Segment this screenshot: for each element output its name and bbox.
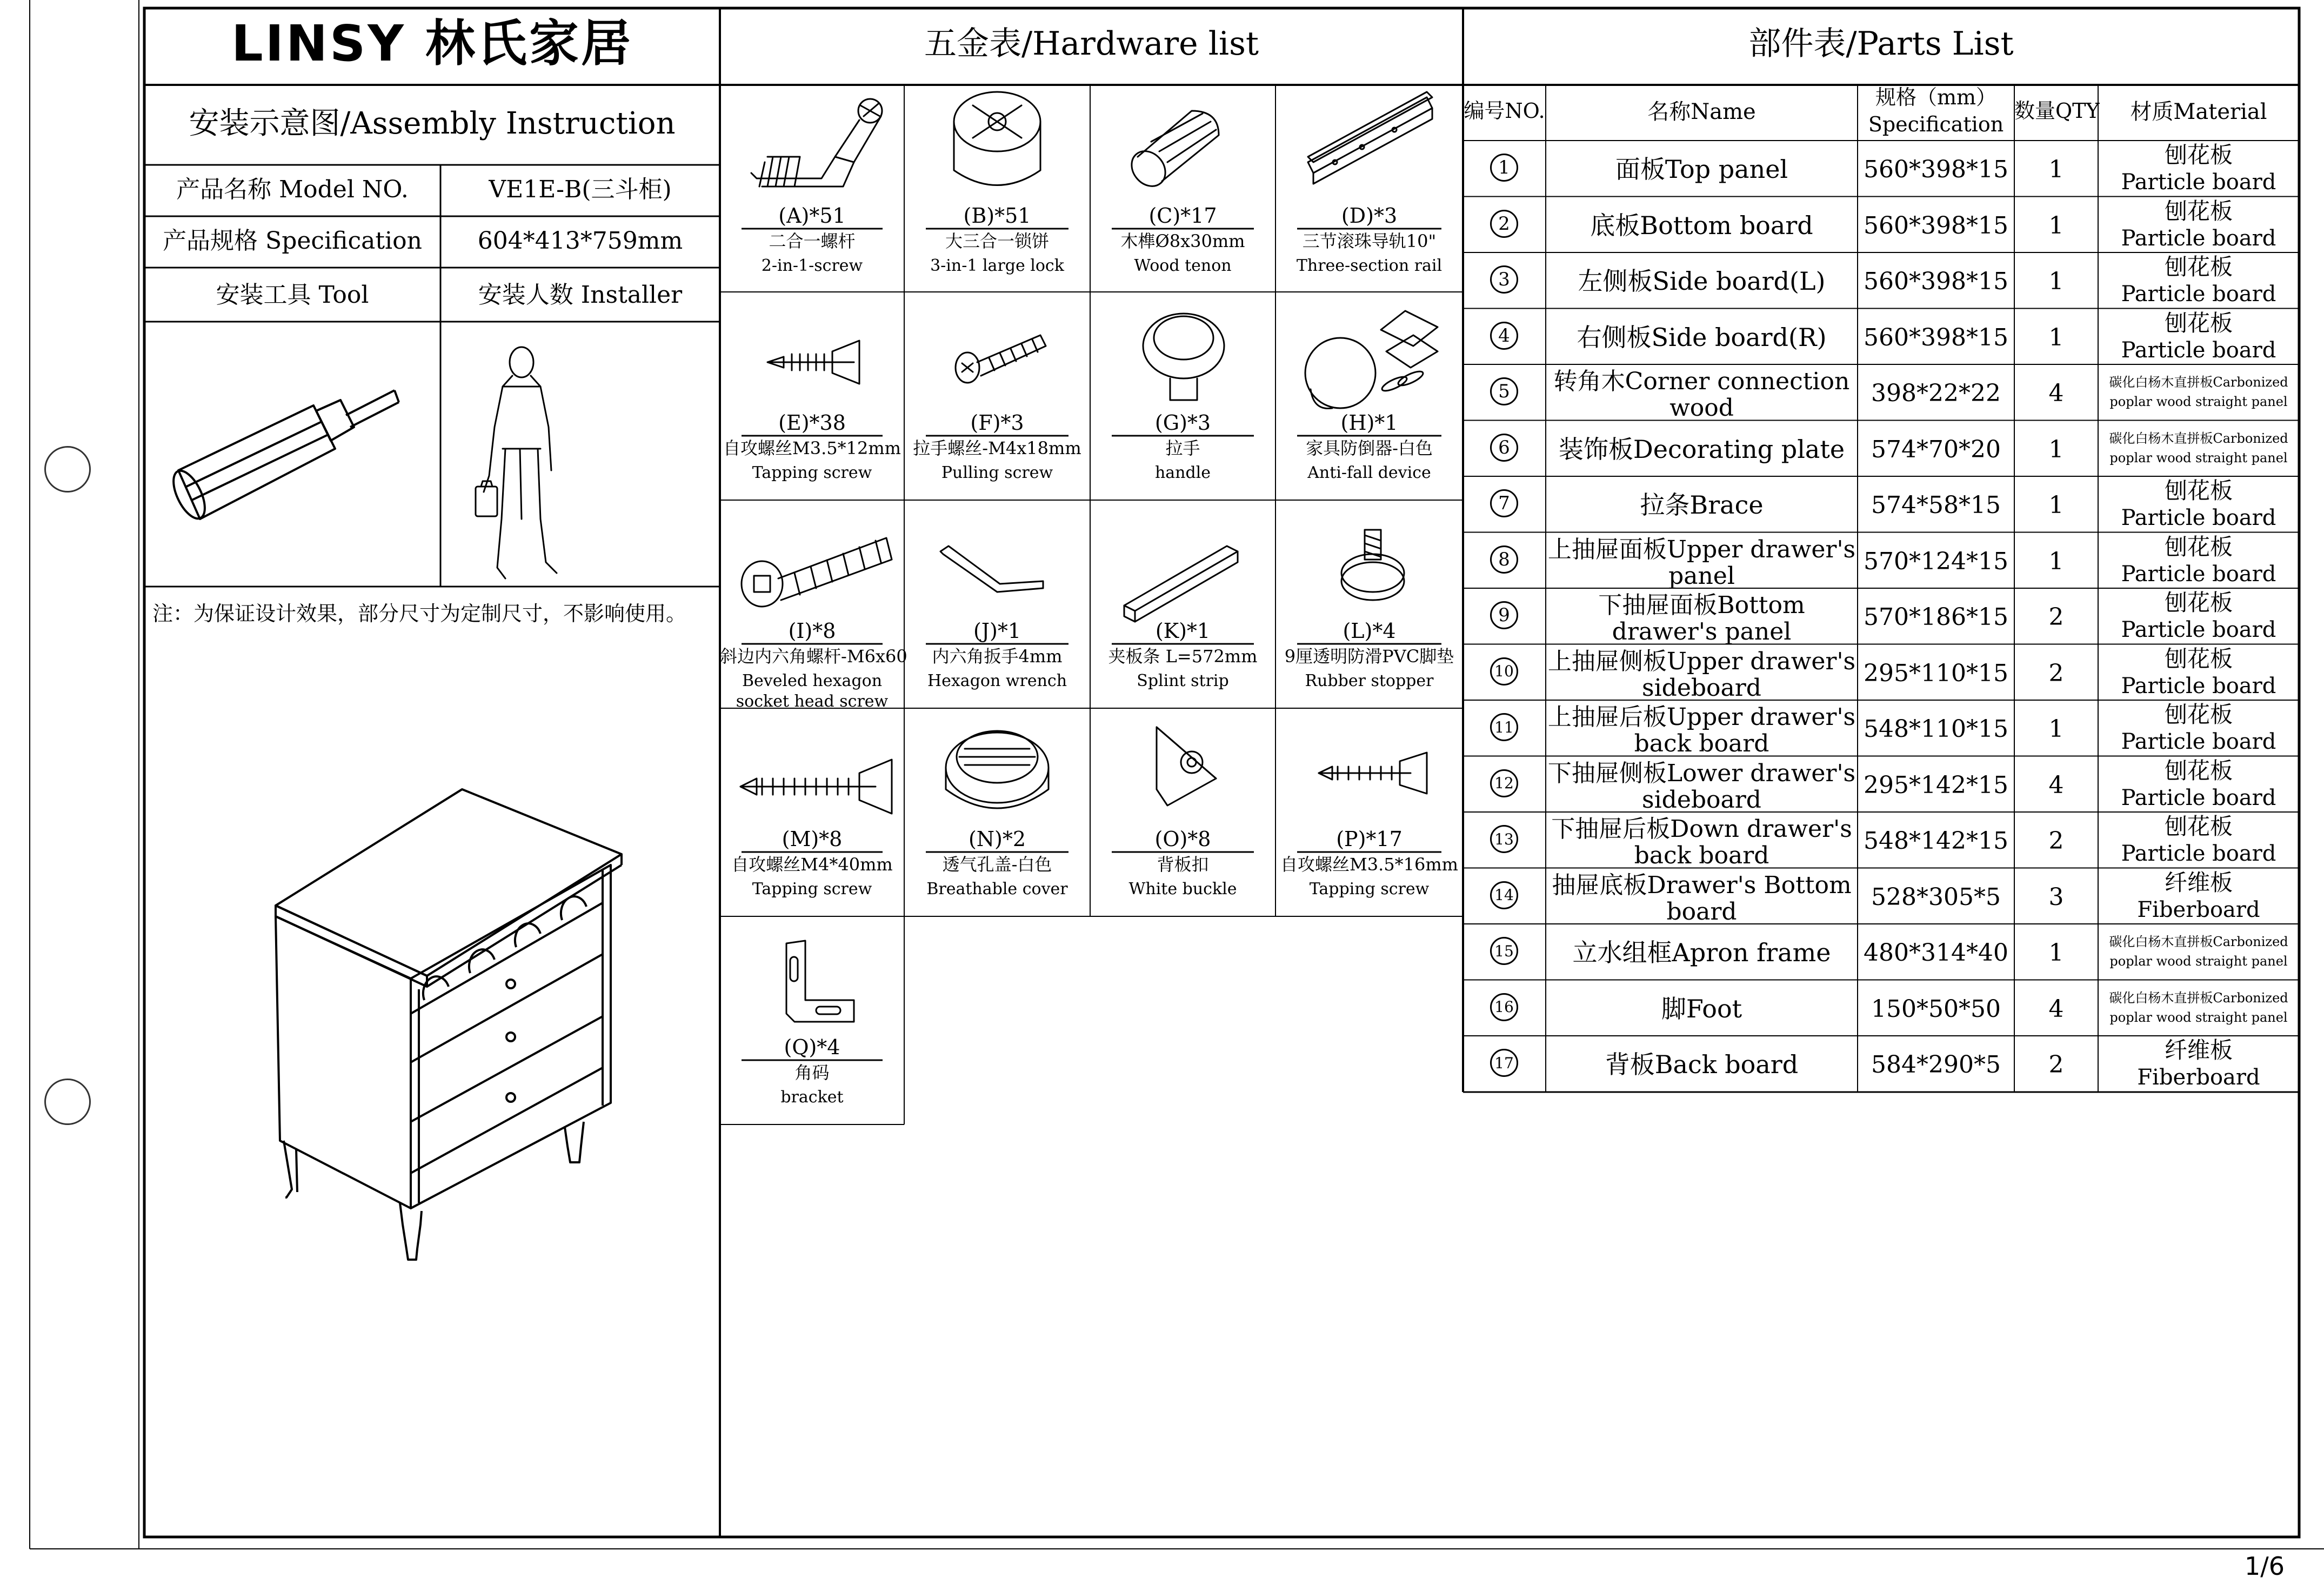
part-name: 上抽屉后板Upper drawer's [1547,703,1856,731]
hardware-code: (B)*51 [963,204,1031,228]
part-name-line-2: board [1666,897,1737,926]
anti-tip-kit-icon [1305,311,1438,409]
hardware-name-cn: 夹板条 L=572mm [1108,646,1258,667]
hardware-name-en-2: socket head screw [736,692,889,711]
part-qty: 4 [2048,380,2064,407]
part-name: 下抽屉面板Bottom [1598,591,1805,619]
part-material-cn: 刨花板 [2164,701,2233,728]
hardware-name-en: Wood tenon [1134,256,1232,275]
part-number: 1 [1498,157,1510,178]
part-qty: 2 [2048,659,2064,687]
part-number: 13 [1494,830,1514,848]
part-name-line-2: sideboard [1642,786,1761,814]
part-number: 4 [1498,324,1510,347]
part-number: 3 [1498,269,1510,290]
part-name: 底板Bottom board [1590,210,1813,240]
2-in-1-screw-icon [751,99,882,187]
part-name: 立水组框Apron frame [1572,938,1831,967]
part-name: 背板Back board [1605,1050,1799,1079]
part-number: 8 [1498,548,1510,570]
part-number: 10 [1494,662,1514,680]
brand-logo: LINSY 林氏家居 [231,15,633,72]
part-material-cn: 刨花板 [2164,589,2233,616]
medium-screw-icon [1319,753,1427,794]
part-qty: 1 [2048,547,2064,575]
long-screw-icon [740,760,892,814]
part-material-cn: 刨花板 [2164,197,2233,224]
part-qty: 4 [2048,995,2064,1023]
hardware-code: (K)*1 [1155,619,1211,643]
part-spec: 548*110*15 [1864,715,2008,743]
part-name-line-2: back board [1634,842,1769,869]
part-qty: 2 [2048,827,2064,855]
part-qty: 1 [2048,715,2064,743]
part-material-cn: 刨花板 [2164,142,2233,168]
part-material-cn: 刨花板 [2164,757,2233,784]
hardware-code: (D)*3 [1341,204,1398,228]
part-name-line-2: panel [1668,562,1735,590]
hardware-name-en: Beveled hexagon [742,671,883,690]
hardware-name-en: Anti-fall device [1307,463,1431,482]
model-label: 产品名称 Model NO. [176,176,409,203]
part-spec: 584*290*5 [1871,1051,2001,1079]
hardware-name-en: 3-in-1 large lock [930,256,1064,275]
part-material-en: Particle board [2121,337,2276,363]
part-number: 12 [1494,774,1514,792]
assembly-title: 安装示意图/Assembly Instruction [189,106,676,141]
part-name: 右侧板Side board(R) [1577,322,1827,352]
parts-header-spec-en: Specification [1868,112,2004,136]
splint-strip-icon [1124,546,1238,622]
part-material-en: Particle board [2121,785,2276,810]
model-value: VE1E-B(三斗柜) [489,176,672,203]
l-bracket-icon [786,941,854,1022]
short-screw-icon [767,341,859,384]
part-spec: 295*110*15 [1864,659,2008,687]
part-number: 2 [1498,212,1510,235]
part-qty: 1 [2048,435,2064,463]
hardware-name-en: Three-section rail [1296,256,1443,275]
hardware-name-cn: 背板扣 [1157,854,1209,875]
part-material-en: Particle board [2121,505,2276,530]
part-spec: 570*186*15 [1864,603,2008,631]
part-qty: 1 [2048,211,2064,239]
hardware-name-en: bracket [780,1088,844,1107]
part-number: 14 [1494,886,1514,904]
part-qty: 1 [2048,156,2064,183]
part-material-en: poplar wood straight panel [2109,1009,2288,1025]
parts-header-name: 名称Name [1647,99,1756,124]
part-material-en: Particle board [2121,729,2276,754]
part-number: 7 [1498,492,1510,514]
back-buckle-icon [1157,727,1216,806]
part-name: 抽屉底板Drawer's Bottom [1552,871,1852,899]
hardware-name-cn: 家具防倒器-白色 [1306,438,1433,458]
part-material-en: poplar wood straight panel [2109,450,2288,465]
part-name: 上抽屉面板Upper drawer's [1547,535,1856,563]
part-name-line-2: wood [1669,394,1734,422]
hardware-name-cn: 自攻螺丝M3.5*16mm [1280,854,1459,875]
hardware-code: (N)*2 [968,827,1026,851]
hardware-code: (H)*1 [1340,411,1398,435]
rubber-stopper-icon [1341,530,1404,600]
part-spec: 560*398*15 [1864,211,2008,239]
allen-key-icon [940,546,1043,592]
part-name: 装饰板Decorating plate [1558,434,1845,464]
hardware-code: (O)*8 [1154,827,1211,851]
part-qty: 1 [2048,323,2064,351]
hardware-name-cn: 拉手螺丝-M4x18mm [913,438,1081,458]
hardware-code: (Q)*4 [784,1035,840,1059]
cam-lock-icon [954,92,1040,185]
part-material-en: Particle board [2121,225,2276,251]
part-material-cn: 刨花板 [2164,645,2233,672]
part-number: 17 [1494,1054,1514,1072]
part-name-line-2: drawer's panel [1612,618,1792,645]
part-material-cn: 刨花板 [2164,309,2233,336]
hardware-name-cn: 角码 [794,1062,830,1083]
hardware-name-en: Hexagon wrench [927,671,1067,690]
part-material-en: Particle board [2121,282,2276,307]
part-material-en: Particle board [2121,673,2276,698]
hardware-code: (J)*1 [973,619,1021,643]
part-material-cn: 刨花板 [2164,477,2233,504]
parts-header-no: 编号NO. [1464,99,1545,123]
hardware-code: (L)*4 [1343,619,1396,643]
hardware-list-title: 五金表/Hardware list [924,25,1259,63]
part-material-cn: 纤维板 [2164,1037,2233,1063]
parts-header-qty: 数量QTY [2014,99,2100,123]
part-spec: 548*142*15 [1864,827,2008,855]
spec-value: 604*413*759mm [477,227,683,255]
hardware-name-en: Breathable cover [926,880,1068,899]
part-spec: 560*398*15 [1864,156,2008,183]
part-spec: 528*305*5 [1871,883,2001,911]
hardware-name-cn: 二合一螺杆 [769,231,856,251]
hardware-name-cn: 拉手 [1165,438,1200,458]
part-spec: 560*398*15 [1864,323,2008,351]
hardware-name-cn: 木榫Ø8x30mm [1120,231,1245,251]
part-number: 5 [1498,381,1510,402]
part-name: 下抽屉侧板Lower drawer's [1547,759,1856,787]
hardware-name-cn: 斜边内六角螺杆-M6x60 [720,646,907,667]
wood-dowel-icon [1125,111,1219,193]
hardware-name-en: White buckle [1128,880,1237,899]
part-qty: 1 [2048,268,2064,295]
part-number: 15 [1494,942,1514,960]
part-spec: 295*142*15 [1864,771,2008,799]
part-qty: 1 [2048,939,2064,967]
machine-screw-icon [956,335,1046,383]
part-material-en: Fiberboard [2137,897,2260,922]
part-name: 面板Top panel [1615,155,1788,184]
part-spec: 574*70*20 [1871,435,2001,463]
hardware-code: (F)*3 [970,411,1024,435]
part-number: 6 [1498,436,1510,458]
hardware-name-en: Splint strip [1137,671,1229,690]
part-name-line-2: back board [1634,730,1769,757]
part-material-en: Particle board [2121,617,2276,642]
part-material-cn: 纤维板 [2164,869,2233,896]
part-number: 9 [1498,604,1510,626]
part-number: 11 [1494,718,1514,736]
part-qty: 2 [2048,603,2064,631]
part-name-line-2: sideboard [1642,674,1761,702]
hardware-name-en: Tapping screw [1309,880,1430,899]
part-material-cn: 刨花板 [2164,533,2233,560]
part-spec: 560*398*15 [1864,268,2008,295]
part-material-en: Particle board [2121,841,2276,866]
part-material-en: Particle board [2121,170,2276,195]
part-qty: 3 [2048,883,2064,911]
hardware-code: (A)*51 [778,204,846,228]
parts-header-material: 材质Material [2130,99,2267,124]
hardware-name-en: 2-in-1-screw [761,256,863,275]
part-qty: 1 [2048,491,2064,519]
hardware-code: (M)*8 [782,827,843,851]
part-spec: 398*22*22 [1871,380,2001,407]
parts-list-title: 部件表/Parts List [1748,25,2014,63]
part-name: 左侧板Side board(L) [1578,267,1826,296]
hardware-name-cn: 三节滚珠导轨10" [1302,231,1437,251]
hardware-name-en: Tapping screw [752,880,872,899]
hardware-code: (C)*17 [1148,204,1217,228]
installer-label: 安装人数 Installer [478,281,683,309]
part-name: 脚Foot [1661,994,1742,1023]
page-number: 1/6 [2244,1552,2285,1581]
part-number: 16 [1494,998,1514,1016]
knob-icon [1143,314,1224,400]
part-material-cn: 刨花板 [2164,813,2233,840]
hardware-code: (G)*3 [1154,411,1211,435]
hardware-name-cn: 大三合一锁饼 [945,231,1049,251]
tool-label: 安装工具 Tool [216,281,369,309]
vent-cover-icon [946,731,1049,808]
part-qty: 4 [2048,771,2064,799]
part-spec: 574*58*15 [1871,491,2001,519]
part-material-en: Particle board [2121,561,2276,587]
hardware-name-cn: 自攻螺丝M4*40mm [731,854,893,875]
part-name: 转角木Corner connection [1553,368,1850,395]
part-spec: 480*314*40 [1864,939,2008,967]
hardware-name-cn: 自攻螺丝M3.5*12mm [723,438,901,458]
part-name: 下抽屉后板Down drawer's [1551,815,1852,843]
design-note: 注：为保证设计效果，部分尺寸为定制尺寸，不影响使用。 [152,602,687,625]
part-material-en: Fiberboard [2137,1065,2260,1090]
part-material-cn: 碳化白杨木直拼板Carbonized [2109,990,2288,1006]
part-material-en: poplar wood straight panel [2109,394,2288,409]
part-qty: 2 [2048,1051,2064,1079]
hardware-name-cn: 内六角扳手4mm [932,646,1063,667]
hardware-name-en: Tapping screw [752,463,872,482]
hardware-code: (P)*17 [1336,827,1403,851]
hex-bolt-icon [742,538,892,607]
hardware-name-cn: 透气孔盖-白色 [942,854,1052,875]
part-name: 上抽屉侧板Upper drawer's [1547,647,1856,675]
spec-label: 产品规格 Specification [163,227,422,255]
part-material-cn: 碳化白杨木直拼板Carbonized [2109,375,2288,390]
part-spec: 570*124*15 [1864,547,2008,575]
parts-header-spec-cn: 规格（mm） [1875,85,1997,109]
hardware-name-en: Pulling screw [941,463,1053,482]
part-material-en: poplar wood straight panel [2109,954,2288,969]
hardware-code: (E)*38 [778,411,846,435]
hardware-name-cn: 9厘透明防滑PVC脚垫 [1284,646,1454,667]
hardware-code: (I)*8 [788,619,836,643]
part-material-cn: 碳化白杨木直拼板Carbonized [2109,430,2288,446]
part-material-cn: 碳化白杨木直拼板Carbonized [2109,934,2288,949]
part-material-cn: 刨花板 [2164,254,2233,280]
drawer-rail-icon [1308,92,1432,184]
hardware-name-en: handle [1154,463,1211,482]
part-name: 拉条Brace [1640,490,1764,520]
hardware-name-en: Rubber stopper [1305,671,1434,690]
part-spec: 150*50*50 [1871,995,2001,1023]
